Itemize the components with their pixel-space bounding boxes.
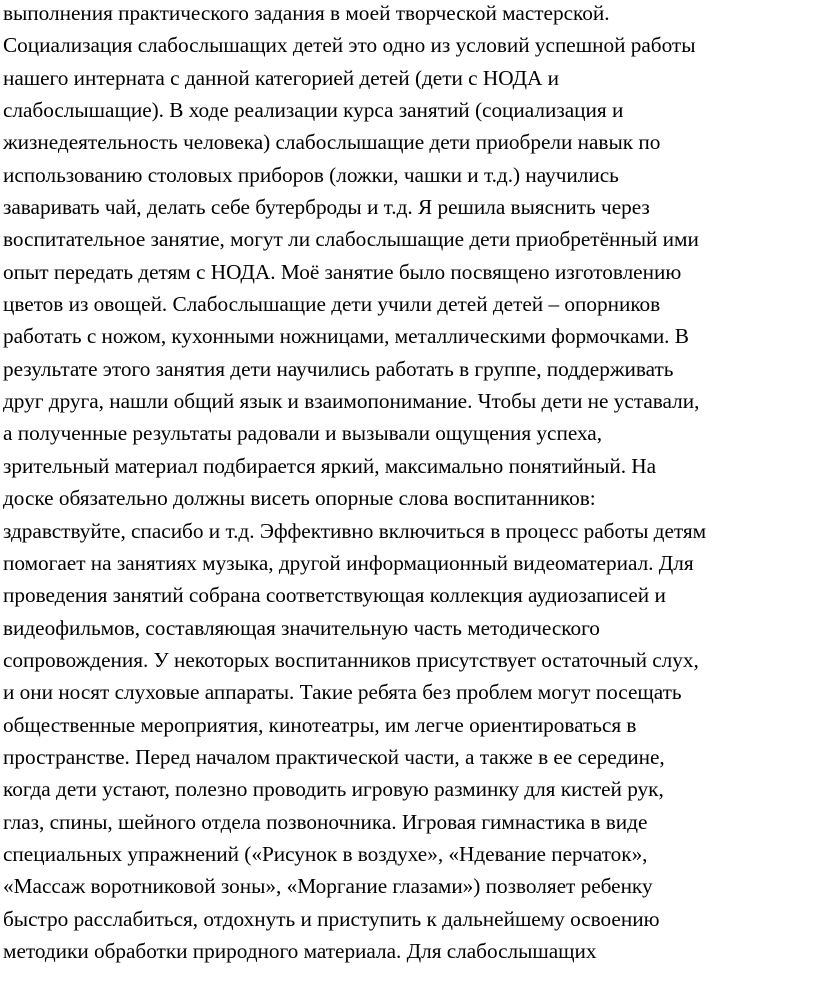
text-line: работать с ножом, кухонными ножницами, металлическими формочками. В	[3, 324, 689, 349]
text-line: видеофильмов, составляющая значительную часть методического	[3, 615, 600, 640]
text-line: специальных упражнений («Рисунок в воздухе», «Ндевание перчаток»,	[3, 841, 648, 866]
text-line: глаз, спины, шейного отдела позвоночника. Игровая гимнастика в виде	[3, 809, 648, 834]
text-line: здравствуйте, спасибо и т.д. Эффективно включиться в процесс работы детям	[3, 518, 707, 543]
text-line: заваривать чай, делать себе бутерброды и т.д. Я решила выяснить через	[3, 195, 650, 220]
text-line: использованию столовых приборов (ложки, чашки и т.д.) научились	[3, 162, 619, 187]
text-line: зрительный материал подбирается яркий, максимально понятийный. На	[3, 453, 657, 478]
text-line: сопровождения. У некоторых воспитанников присутствует остаточный слух,	[3, 647, 699, 672]
text-line: Социализация слабослышащих детей это одно из условий успешной работы	[3, 33, 696, 58]
text-line: «Массаж воротниковой зоны», «Моргание глазами») позволяет ребенку	[3, 874, 653, 899]
text-line: жизнедеятельность человека) слабослышащие дети приобрели навык по	[3, 130, 661, 155]
text-line: результате этого занятия дети научились работать в группе, поддерживать	[3, 356, 674, 381]
text-line: выполнения практического задания в моей творческой мастерской.	[3, 1, 610, 25]
text-line: когда дети устают, полезно проводить игровую разминку для кистей рук,	[3, 777, 664, 802]
text-line: проведения занятий собрана соответствующая коллекция аудиозаписей и	[3, 583, 666, 608]
text-line: друг друга, нашли общий язык и взаимопонимание. Чтобы дети не уставали,	[3, 389, 700, 414]
text-line: доске обязательно должны висеть опорные слова воспитанников:	[3, 486, 596, 511]
text-line: помогает на занятиях музыка, другой информационный видеоматериал. Для	[3, 550, 694, 575]
text-line: нашего интерната с данной категорией детей (дети с НОДА и	[3, 65, 559, 90]
text-line: слабослышащие). В ходе реализации курса занятий (социализация и	[3, 98, 624, 123]
text-line: быстро расслабиться, отдохнуть и приступить к дальнейшему освоению	[3, 906, 660, 931]
text-line: воспитательное занятие, могут ли слабослышащие дети приобретённый ими	[3, 227, 699, 252]
body-text	[3, 0, 816, 967]
text-line: общественные мероприятия, кинотеатры, им легче ориентироваться в	[3, 712, 637, 737]
text-line: опыт передать детям с НОДА. Моё занятие было посвящено изготовлению	[3, 259, 682, 284]
text-line: методики обработки природного материала. Для слабослышащих	[3, 938, 597, 963]
text-line: а полученные результаты радовали и вызывали ощущения успеха,	[3, 421, 602, 446]
text-line: и они носят слуховые аппараты. Такие ребята без проблем могут посещать	[3, 680, 682, 705]
text-line: пространстве. Перед началом практической части, а также в ее середине,	[3, 744, 665, 769]
text-line: цветов из овощей. Слабослышащие дети учили детей детей – опорников	[3, 292, 661, 317]
